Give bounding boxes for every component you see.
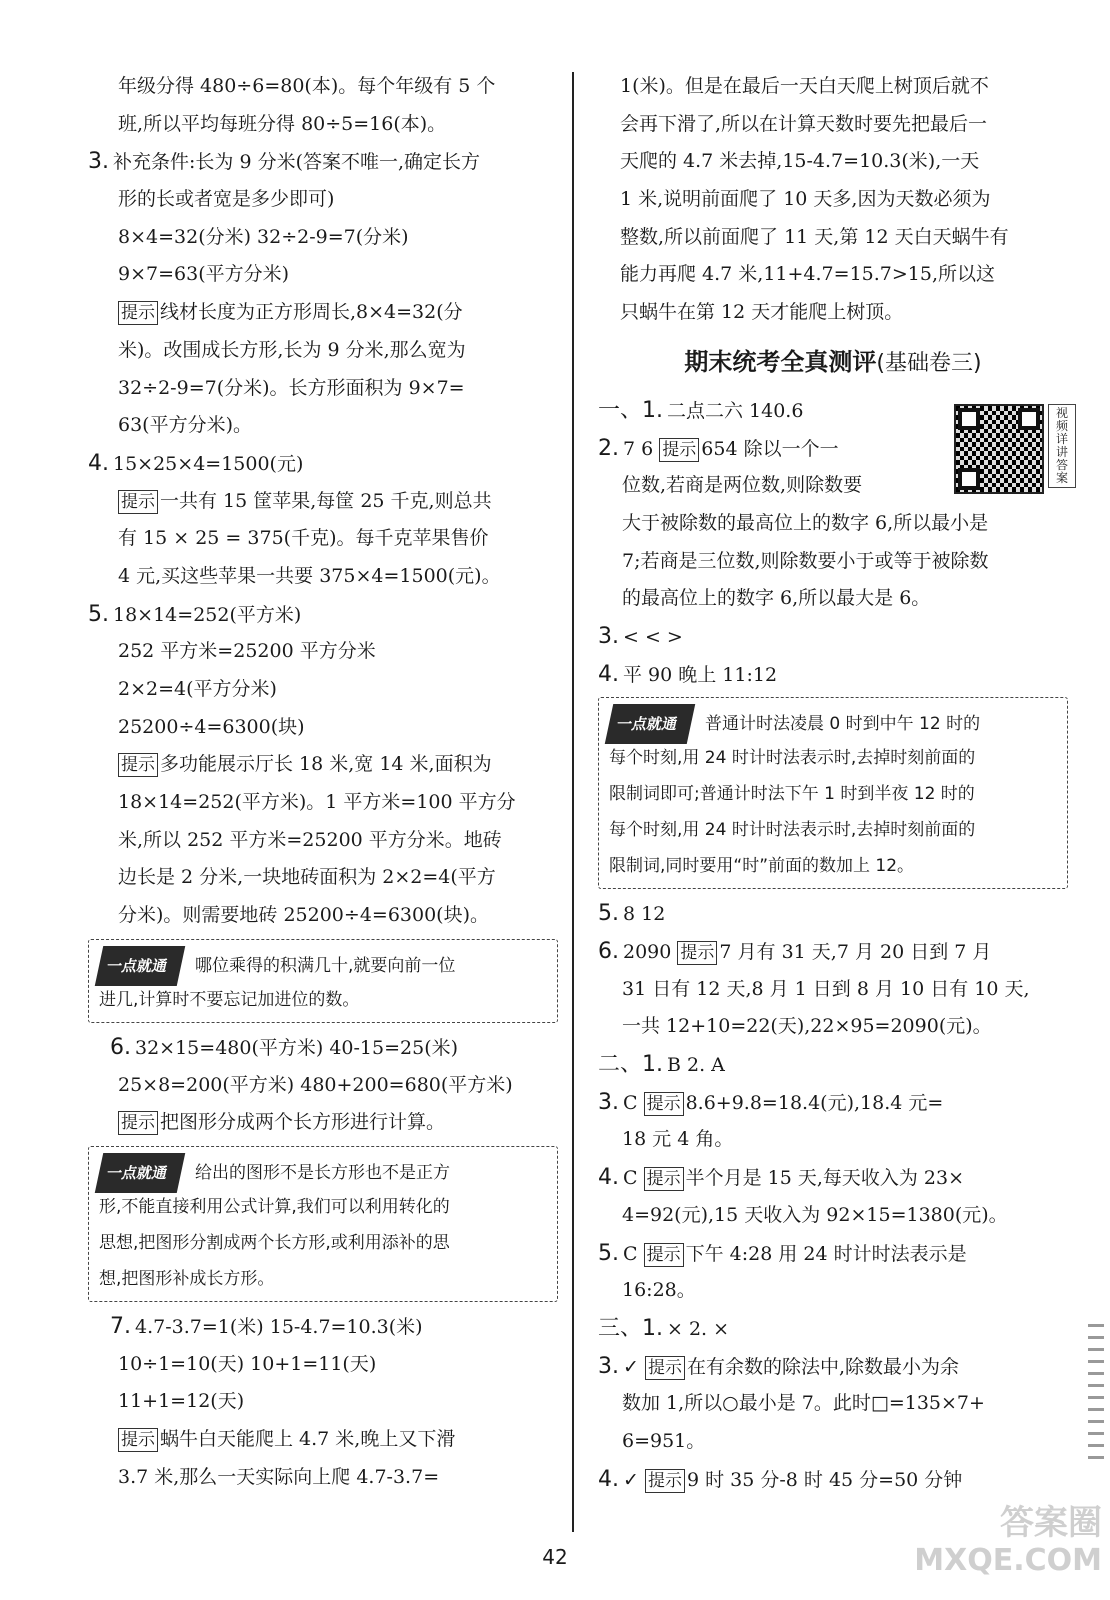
text-line bbox=[88, 143, 558, 181]
watermark-line-2: MXQE.COM bbox=[914, 1543, 1102, 1578]
line-text: 在有余数的除法中,除数最小为余 bbox=[686, 1355, 960, 1378]
left-lines-3 bbox=[88, 1308, 558, 1496]
hint-label: 提示 bbox=[644, 1092, 684, 1116]
item-number: 6. bbox=[110, 1034, 131, 1060]
text-line bbox=[598, 219, 1068, 257]
text-line bbox=[598, 1423, 1068, 1461]
text-line bbox=[88, 558, 558, 596]
hint-label: 提示 bbox=[118, 753, 158, 777]
line-text: 6=951。 bbox=[622, 1429, 706, 1452]
text-line bbox=[88, 520, 558, 558]
item-number: 4. bbox=[598, 1466, 619, 1492]
line-text: 班,所以平均每班分得 80÷5=16(本)。 bbox=[118, 112, 447, 135]
text-line bbox=[88, 1459, 558, 1497]
item-number: 3. bbox=[88, 149, 109, 175]
watermark-line-1: 答案圈 bbox=[1000, 1503, 1102, 1543]
tip-box-2 bbox=[88, 1146, 558, 1302]
text-line bbox=[88, 256, 558, 294]
text-line bbox=[88, 68, 558, 106]
edge-marks bbox=[1088, 1324, 1104, 1468]
text-line bbox=[598, 1235, 1068, 1273]
left-lines-1 bbox=[88, 68, 558, 935]
line-text: ✓ bbox=[623, 1468, 645, 1491]
text-line bbox=[88, 219, 558, 257]
left-lines-2 bbox=[88, 1029, 558, 1142]
tip-box-line bbox=[99, 1225, 547, 1261]
text-line bbox=[88, 822, 558, 860]
tip-box-line bbox=[609, 776, 1057, 812]
text-line bbox=[598, 1121, 1068, 1159]
line-text: 1 米,说明前面爬了 10 天多,因为天数必须为 bbox=[620, 188, 991, 211]
text-line bbox=[598, 1008, 1068, 1046]
line-text: 25×8=200(平方米) 480+200=680(平方米) bbox=[118, 1073, 513, 1096]
line-text: C bbox=[623, 1091, 644, 1114]
line-text: 大于被除数的最高位上的数字 6,所以最小是 bbox=[622, 511, 989, 534]
item-number: 5. bbox=[598, 1240, 619, 1266]
text-line bbox=[598, 181, 1068, 219]
tip-box-line bbox=[609, 848, 1057, 884]
text-line bbox=[88, 859, 558, 897]
line-text: 18×14=252(平方米) bbox=[113, 603, 302, 626]
line-text: 下午 4:28 用 24 时计时法表示是 bbox=[685, 1242, 967, 1265]
item-number: 5. bbox=[598, 901, 619, 927]
text-line bbox=[88, 746, 558, 784]
line-text: 32×15=480(平方米) 40-15=25(米) bbox=[135, 1036, 459, 1059]
line-text: 年级分得 480÷6=80(本)。每个年级有 5 个 bbox=[118, 75, 496, 97]
line-text: 7 月有 31 天,7 月 20 日到 7 月 bbox=[719, 941, 992, 963]
line-text: 8 12 bbox=[623, 903, 666, 926]
tip-badge: 一点就通 bbox=[605, 704, 696, 744]
hint-label: 提示 bbox=[644, 1167, 684, 1191]
text-line bbox=[88, 181, 558, 219]
line-text: 形的长或者宽是多少即可) bbox=[118, 188, 335, 211]
line-text: 整数,所以前面爬了 11 天,第 12 天白天蜗牛有 bbox=[620, 225, 1009, 248]
tip-box-line bbox=[99, 1189, 547, 1225]
line-text: 天爬的 4.7 米去掉,15-4.7=10.3(米),一天 bbox=[620, 150, 980, 173]
tip-box-line bbox=[99, 946, 547, 982]
text-line bbox=[88, 709, 558, 747]
line-text: 能力再爬 4.7 米,11+4.7=15.7>15,所以这 bbox=[620, 263, 996, 286]
line-text: 18×14=252(平方米)。1 平方米=100 平方分 bbox=[118, 791, 516, 814]
qr-caption: 视频详讲答案 bbox=[1048, 404, 1076, 488]
tip-box-3 bbox=[598, 697, 1068, 889]
text-line bbox=[88, 483, 558, 521]
line-text: 31 日有 12 天,8 月 1 日到 8 月 10 日有 10 天, bbox=[622, 977, 1030, 1000]
text-line bbox=[88, 1029, 558, 1067]
tip-box-line bbox=[99, 1153, 547, 1189]
line-text: ✓ bbox=[623, 1355, 645, 1378]
text-line bbox=[598, 106, 1068, 144]
hint-label: 提示 bbox=[118, 1428, 158, 1452]
hint-label: 提示 bbox=[645, 1469, 685, 1493]
line-text: 252 平方米=25200 平方分米 bbox=[118, 640, 376, 663]
text-line bbox=[598, 1197, 1068, 1235]
line-text: 654 除以一个一 bbox=[701, 437, 839, 460]
line-text: C bbox=[623, 1167, 644, 1190]
hint-label: 提示 bbox=[118, 490, 158, 514]
tip-text: 进几,计算时不要忘记加进位的数。 bbox=[99, 989, 360, 1010]
line-text: 有 15 × 25 = 375(千克)。每千克苹果售价 bbox=[118, 527, 489, 550]
tip-box-line bbox=[609, 704, 1057, 740]
text-line bbox=[88, 407, 558, 445]
hint-label: 提示 bbox=[644, 1243, 684, 1267]
text-line bbox=[598, 618, 1068, 656]
tip-text: 哪位乘得的积满几十,就要向前一位 bbox=[195, 955, 456, 976]
line-text: 一共 12+10=22(天),22×95=2090(元)。 bbox=[622, 1015, 992, 1038]
item-number: 7. bbox=[110, 1313, 131, 1339]
text-line bbox=[88, 633, 558, 671]
line-text: < < > bbox=[623, 625, 683, 648]
line-text: 11+1=12(天) bbox=[118, 1390, 245, 1413]
line-text: 位数,若商是两位数,则除数要 bbox=[622, 474, 863, 497]
text-line bbox=[598, 143, 1068, 181]
tip-text: 每个时刻,用 24 时计时法表示时,去掉时刻前面的 bbox=[609, 748, 976, 769]
text-line bbox=[88, 294, 558, 332]
line-text: 25200÷4=6300(块) bbox=[118, 715, 305, 738]
item-number: 4. bbox=[598, 661, 619, 687]
hint-label: 提示 bbox=[118, 1111, 158, 1135]
item-number: 二、1. bbox=[598, 1052, 663, 1078]
line-text: 3.7 米,那么一天实际向上爬 4.7-3.7= bbox=[118, 1465, 440, 1488]
text-line bbox=[88, 897, 558, 935]
text-line bbox=[88, 445, 558, 483]
tip-badge: 一点就通 bbox=[95, 946, 186, 986]
line-text: 边长是 2 分米,一块地砖面积为 2×2=4(平方 bbox=[118, 866, 496, 889]
line-text: 10÷1=10(天) 10+1=11(天) bbox=[118, 1352, 377, 1375]
line-text: 7 6 bbox=[623, 437, 660, 460]
text-line bbox=[598, 1159, 1068, 1197]
tip-text: 每个时刻,用 24 时计时法表示时,去掉时刻前面的 bbox=[609, 820, 976, 841]
line-text: 15×25×4=1500(元) bbox=[113, 452, 304, 475]
text-line bbox=[88, 106, 558, 144]
line-text: 二点二六 140.6 bbox=[667, 399, 804, 422]
text-line bbox=[88, 1346, 558, 1384]
tip-box-line bbox=[609, 740, 1057, 776]
item-number: 3. bbox=[598, 1089, 619, 1115]
item-number: 三、1. bbox=[598, 1315, 663, 1341]
item-number: 5. bbox=[88, 601, 109, 627]
text-line bbox=[598, 1272, 1068, 1310]
line-text: 米)。改围成长方形,长为 9 分米,那么宽为 bbox=[118, 338, 466, 361]
text-line bbox=[598, 1310, 1068, 1348]
section-title-sub: (基础卷三) bbox=[876, 350, 982, 376]
right-column bbox=[598, 68, 1068, 1498]
line-text: 分米)。则需要地砖 25200÷4=6300(块)。 bbox=[118, 904, 490, 927]
line-text: 18 元 4 角。 bbox=[622, 1128, 734, 1151]
line-text: 4=92(元),15 天收入为 92×15=1380(元)。 bbox=[622, 1203, 1008, 1226]
line-text: 2×2=4(平方分米) bbox=[118, 678, 277, 700]
line-text: 线材长度为正方形周长,8×4=32(分 bbox=[160, 301, 463, 324]
tip-text: 普通计时法凌晨 0 时到中午 12 时的 bbox=[705, 714, 981, 735]
text-line bbox=[598, 1385, 1068, 1423]
text-line bbox=[598, 1084, 1068, 1122]
text-line bbox=[598, 1046, 1068, 1084]
line-text: 半个月是 15 天,每天收入为 23× bbox=[685, 1167, 965, 1190]
text-line bbox=[88, 1421, 558, 1459]
column-divider bbox=[572, 72, 574, 1532]
text-line bbox=[88, 370, 558, 408]
item-number: 3. bbox=[598, 1353, 619, 1379]
text-line bbox=[598, 971, 1068, 1009]
text-line bbox=[598, 1348, 1068, 1386]
line-text: 补充条件:长为 9 分米(答案不唯一,确定长方 bbox=[113, 151, 481, 174]
text-line bbox=[88, 596, 558, 634]
line-text: 2090 bbox=[623, 941, 678, 963]
line-text: C bbox=[623, 1242, 644, 1265]
line-text: 8×4=32(分米) 32÷2-9=7(分米) bbox=[118, 225, 409, 248]
line-text: 只蜗牛在第 12 天才能爬上树顶。 bbox=[620, 301, 904, 324]
line-text: × 2. × bbox=[667, 1317, 730, 1340]
line-text: B 2. A bbox=[667, 1054, 725, 1077]
item-number: 6. bbox=[598, 939, 619, 964]
line-text: 32÷2-9=7(分米)。长方形面积为 9×7= bbox=[118, 376, 465, 399]
tip-text: 想,把图形补成长方形。 bbox=[99, 1268, 275, 1289]
tip-text: 给出的图形不是长方形也不是正方 bbox=[195, 1162, 451, 1183]
watermark bbox=[914, 1504, 1102, 1580]
qr-code-block[interactable] bbox=[954, 404, 1074, 498]
tip-text: 限制词即可;普通计时法下午 1 时到半夜 12 时的 bbox=[609, 784, 975, 805]
text-line bbox=[598, 933, 1068, 971]
item-number: 2. bbox=[598, 435, 619, 461]
tip-badge: 一点就通 bbox=[95, 1153, 186, 1193]
right-lines-1 bbox=[598, 68, 1068, 332]
text-line bbox=[88, 1308, 558, 1346]
line-text: 4.7-3.7=1(米) 15-4.7=10.3(米) bbox=[135, 1315, 423, 1338]
item-number: 4. bbox=[88, 450, 109, 476]
text-line bbox=[598, 543, 1068, 581]
text-line bbox=[88, 1104, 558, 1142]
text-line bbox=[88, 1383, 558, 1421]
tip-box-line bbox=[99, 1261, 547, 1297]
left-column bbox=[88, 68, 558, 1496]
line-text: 平 90 晚上 11:12 bbox=[623, 663, 778, 686]
line-text: 16:28。 bbox=[622, 1279, 696, 1302]
line-text: 7;若商是三位数,则除数要小于或等于被除数 bbox=[622, 549, 989, 572]
section-title-main: 期末统考全真测评 bbox=[684, 347, 877, 376]
line-text: 9 时 35 分-8 时 45 分=50 分钟 bbox=[686, 1468, 963, 1491]
tip-text: 形,不能直接利用公式计算,我们可以利用转化的 bbox=[99, 1196, 450, 1217]
hint-label: 提示 bbox=[118, 301, 158, 325]
tip-box-line bbox=[609, 812, 1057, 848]
text-line bbox=[598, 68, 1068, 106]
text-line bbox=[598, 656, 1068, 694]
text-line bbox=[598, 294, 1068, 332]
hint-label: 提示 bbox=[645, 1356, 685, 1380]
text-line bbox=[598, 505, 1068, 543]
text-line bbox=[88, 671, 558, 709]
text-line bbox=[88, 1067, 558, 1105]
line-text: 4 元,买这些苹果一共要 375×4=1500(元)。 bbox=[118, 564, 501, 587]
line-text: 63(平方分米)。 bbox=[118, 414, 253, 437]
tip-box-line bbox=[99, 982, 547, 1018]
tip-text: 限制词,同时要用“时”前面的数加上 12。 bbox=[609, 856, 915, 877]
text-line bbox=[598, 895, 1068, 933]
hint-label: 提示 bbox=[659, 438, 699, 462]
item-number: 4. bbox=[598, 1165, 619, 1191]
hint-label: 提示 bbox=[677, 941, 717, 965]
line-text: 8.6+9.8=18.4(元),18.4 元= bbox=[685, 1091, 944, 1114]
line-text: 1(米)。但是在最后一天白天爬上树顶后就不 bbox=[620, 75, 989, 97]
line-text: 把图形分成两个长方形进行计算。 bbox=[160, 1111, 446, 1134]
section-title bbox=[598, 332, 1068, 392]
page-number: 42 bbox=[542, 1545, 568, 1569]
line-text: 一共有 15 筐苹果,每筐 25 千克,则总共 bbox=[160, 489, 492, 512]
qr-code-icon[interactable] bbox=[954, 404, 1044, 494]
text-line bbox=[88, 784, 558, 822]
tip-text: 思想,把图形分割成两个长方形,或利用添补的思 bbox=[99, 1232, 450, 1253]
text-line bbox=[88, 332, 558, 370]
line-text: 的最高位上的数字 6,所以最大是 6。 bbox=[622, 587, 931, 610]
text-line bbox=[598, 1461, 1068, 1499]
line-text: 会再下滑了,所以在计算天数时要先把最后一 bbox=[620, 112, 988, 135]
line-text: 蜗牛白天能爬上 4.7 米,晚上又下滑 bbox=[160, 1427, 456, 1450]
line-text: 9×7=63(平方分米) bbox=[118, 263, 290, 286]
text-line bbox=[598, 256, 1068, 294]
line-text: 数加 1,所以○最小是 7。此时□=135×7+ bbox=[622, 1392, 985, 1415]
tip-box-1 bbox=[88, 939, 558, 1023]
right-lines-3 bbox=[598, 895, 1068, 1498]
line-text: 米,所以 252 平方米=25200 平方分米。地砖 bbox=[118, 828, 502, 851]
item-number: 3. bbox=[598, 623, 619, 649]
item-number: 一、1. bbox=[598, 397, 663, 423]
line-text: 多功能展示厅长 18 米,宽 14 米,面积为 bbox=[160, 753, 492, 776]
text-line bbox=[598, 580, 1068, 618]
